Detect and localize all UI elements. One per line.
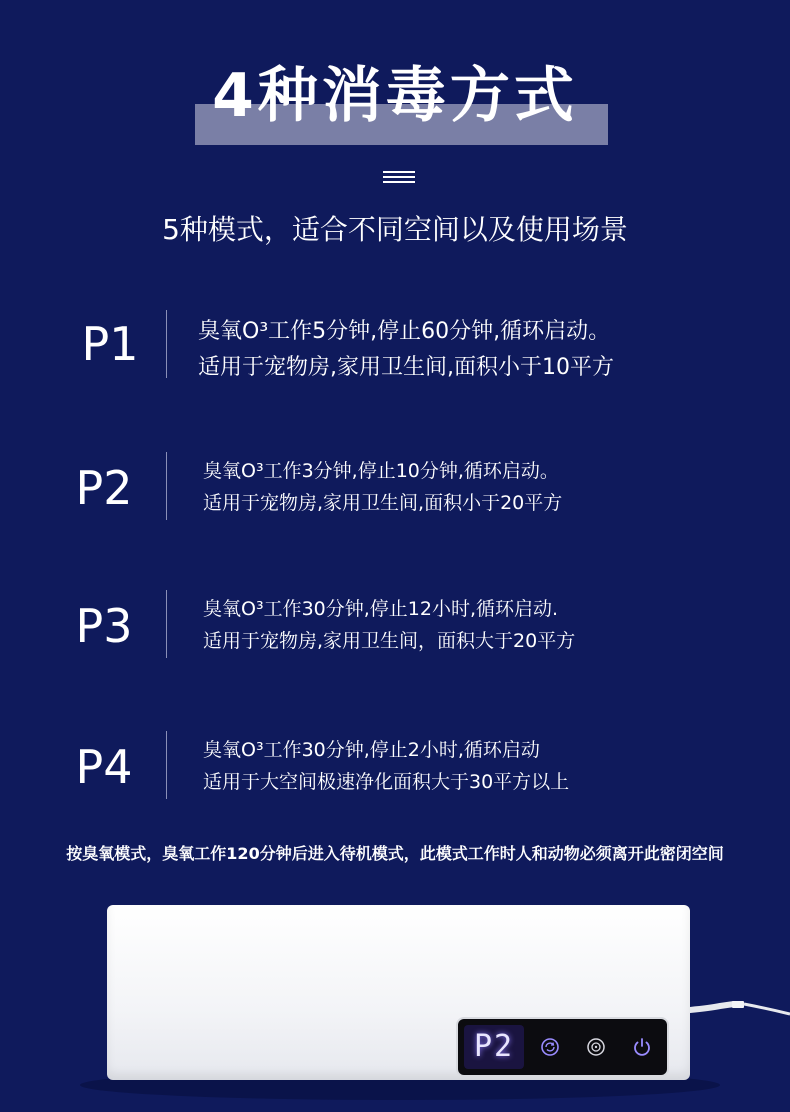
mode-item-p3 [0,590,790,660]
mode-item-p4 [0,731,790,801]
mode-line-2: 适用于宠物房,家用卫生间，面积大于20平方 [203,630,576,652]
header [0,0,790,160]
mode-divider [166,731,167,799]
menu-lines-icon [383,171,415,185]
mode-item-p1 [0,310,790,380]
mode-line-2: 适用于宠物房,家用卫生间,面积小于10平方 [198,355,614,380]
mode-line-1: 臭氧O³工作3分钟,停止10分钟,循环启动。 [203,460,559,482]
mode-divider [166,452,167,520]
mode-description [203,455,562,519]
mode-code: P1 [81,317,139,371]
mode-line-1: 臭氧O³工作5分钟,停止60分钟,循环启动。 [198,319,611,344]
mode-line-1: 臭氧O³工作30分钟,停止12小时,循环启动. [203,598,559,620]
mode-line-2: 适用于大空间极速净化面积大于30平方以上 [203,771,570,793]
control-panel [458,1019,667,1075]
page-title: 4种消毒方式 [212,61,578,131]
mode-description [203,734,569,798]
ozone-icon[interactable] [584,1035,608,1059]
page-subtitle: 5种模式，适合不同空间以及使用场景 [162,213,628,246]
mode-code: P2 [75,461,133,515]
mode-cycle-icon[interactable] [538,1035,562,1059]
mode-display: P2 [464,1025,524,1069]
ozone-device [107,905,690,1080]
warning-note: 按臭氧模式，臭氧工作120分钟后进入待机模式，此模式工作时人和动物必须离开此密闭空间 [66,844,724,863]
mode-line-2: 适用于宠物房,家用卫生间,面积小于20平方 [203,492,563,514]
mode-item-p2 [0,452,790,522]
power-cable-icon [690,1000,790,1020]
mode-divider [166,310,167,378]
mode-line-1: 臭氧O³工作30分钟,停止2小时,循环启动 [203,739,540,761]
mode-code: P3 [75,599,133,653]
mode-divider [166,590,167,658]
mode-code: P4 [75,740,133,794]
power-icon[interactable] [630,1035,654,1059]
mode-description [203,593,575,657]
mode-description [198,314,614,386]
